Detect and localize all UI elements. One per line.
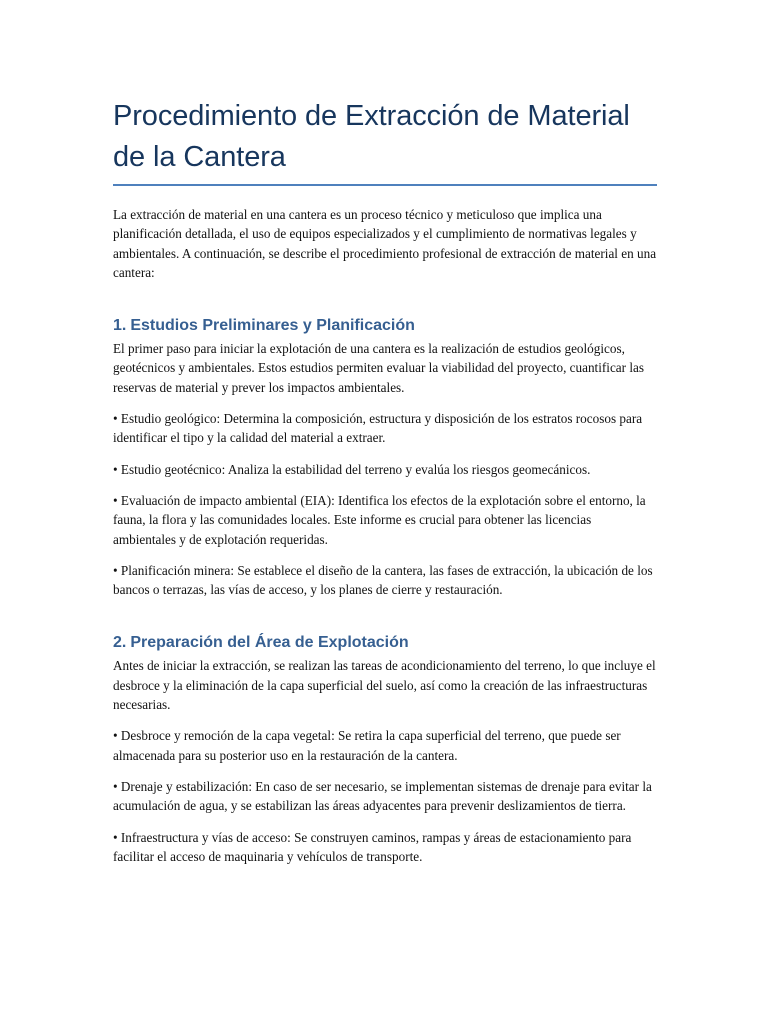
section-number: 1. [113,317,127,335]
bullet-item-infraestructura: • Infraestructura y vías de acceso: Se construyen caminos, rampas y áreas de estacionamiento para facilitar el acceso de maquinaria y vehículos de transporte. [113,829,632,864]
section-heading-preparacion-area [113,633,657,653]
bullet-item-drenaje: • Drenaje y estabilización: En caso de ser necesario, se implementan sistemas de drenaje para evitar la acumulación de agua, y se estabilizan las áreas adyacentes para prevenir deslizamientos de tierra. [113,778,652,814]
section-paragraph: Antes de iniciar la extracción, se realizan las tareas de acondicionamiento del terreno, lo que incluye el desbroce y la eliminación de la capa superficial del suelo, así como la creación de las infraestructuras necesarias. [113,658,656,713]
bullet-item-desbroce: • Desbroce y remoción de la capa vegetal: Se retira la capa superficial del terreno, que puede ser almacenada para su posterior uso en la restauración de la cantera. [113,728,621,763]
section-title: Estudios Preliminares y Planificación [130,317,415,335]
intro-paragraph: La extracción de material en una cantera es un proceso técnico y meticuloso que implica una planificación detallada, el uso de equipos especializados y el cumplimiento de normativas legales y ambientales. A continuación, se describe el procedimiento profesional de extracción de material en una cantera: [113,207,657,280]
section-paragraph: El primer paso para iniciar la explotación de una cantera es la realización de estudios geológicos, geotécnicos y ambientales. Estos estudios permiten evaluar la viabilidad del proyecto, cuantificar las reservas de material y prever los impactos ambientales. [113,341,644,395]
document-title: Procedimiento de Extracción de Material de la Cantera [113,96,657,186]
bullet-item-estudio-geologico: • Estudio geológico: Determina la composición, estructura y disposición de los estratos rocosos para identificar el tipo y la calidad del material a extraer. [113,411,643,446]
bullet-item-planificacion-minera: • Planificación minera: Se establece el diseño de la cantera, las fases de extracción, la ubicación de los bancos o terrazas, las vías de acceso, y los planes de cierre y restauración. [113,562,653,598]
section-heading-estudios-preliminares [113,316,657,336]
section-number: 2. [113,634,127,652]
section-title: Preparación del Área de Explotación [130,634,409,652]
bullet-item-estudio-geotecnico: • Estudio geotécnico: Analiza la estabilidad del terreno y evalúa los riesgos geomecánicos. [113,461,591,477]
document-body [113,96,657,878]
bullet-item-evaluacion-impacto-ambiental: • Evaluación de impacto ambiental (EIA): Identifica los efectos de la explotación sobre el entorno, la fauna, la flora y las comunidades locales. Este informe es crucial para obtener las licencias ambientales y de explotación requeridas. [113,492,646,547]
